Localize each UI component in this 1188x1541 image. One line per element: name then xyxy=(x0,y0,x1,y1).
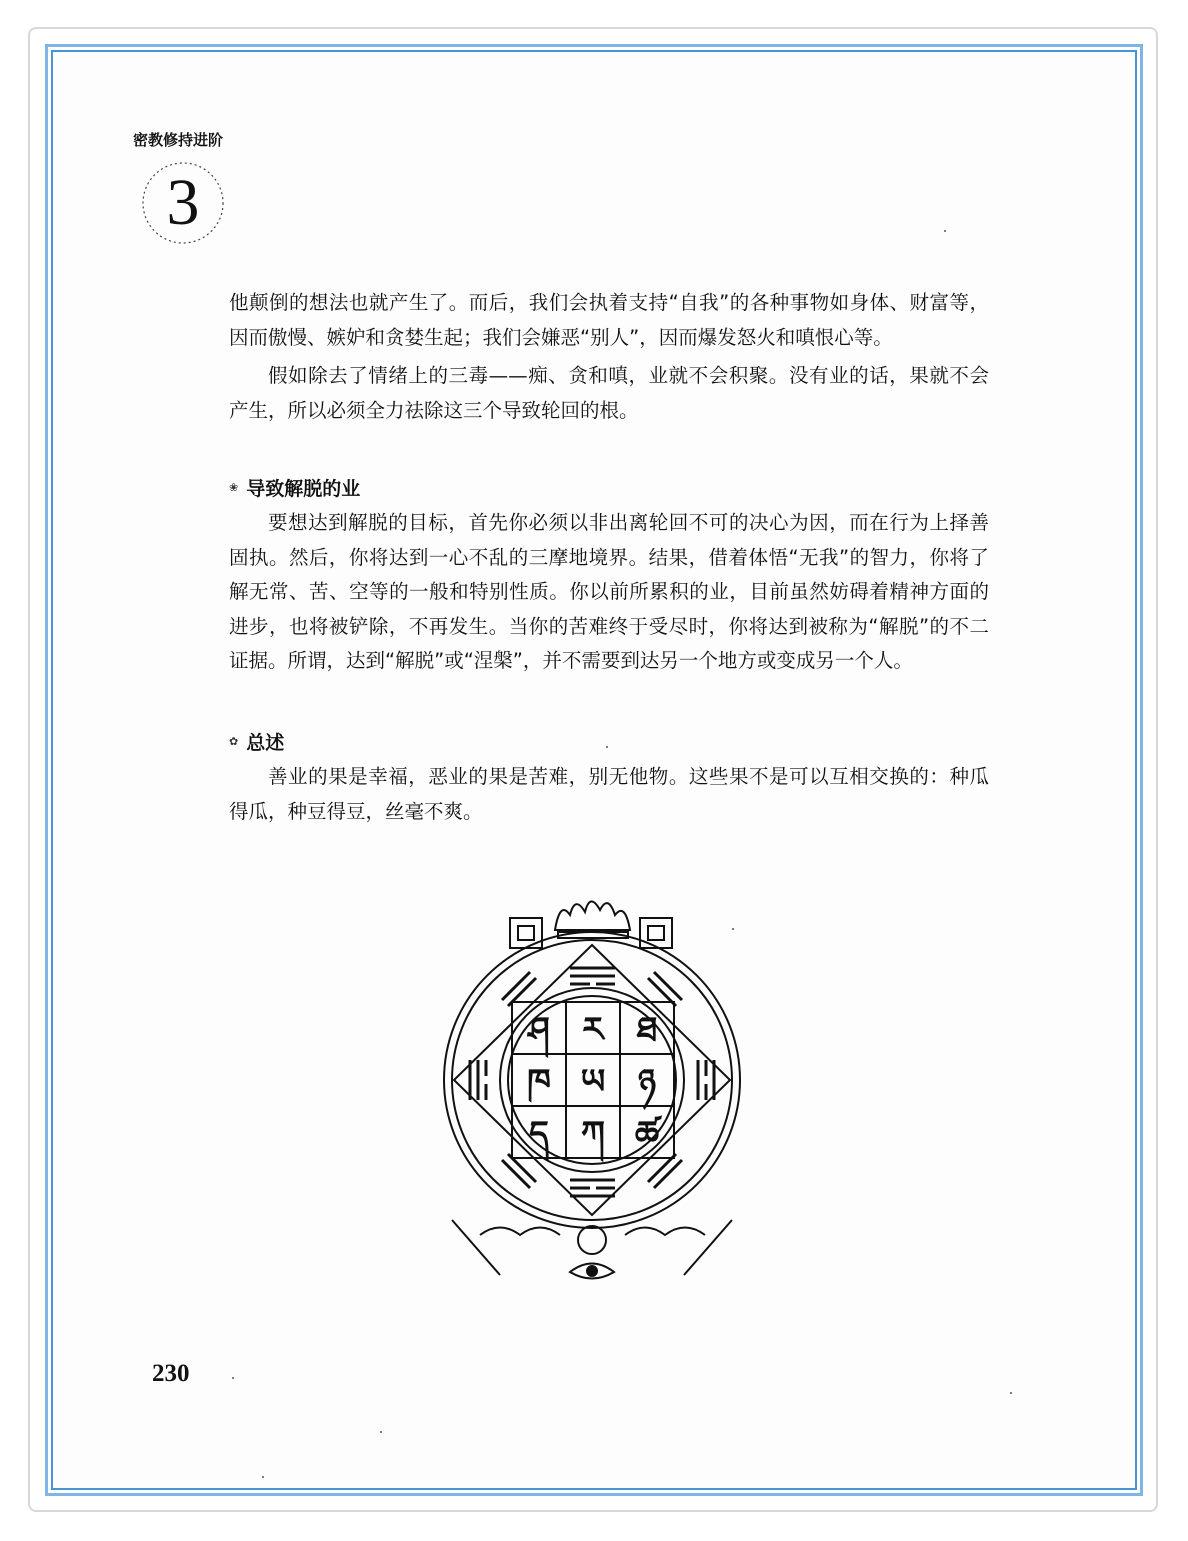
section-heading-text: 导致解脱的业 xyxy=(246,478,361,500)
grid-glyph: ཁ xyxy=(527,1062,551,1102)
grid-glyph: ཡ xyxy=(580,1062,606,1102)
grid-glyph: ཤ xyxy=(528,1010,550,1050)
section-body-summary xyxy=(229,760,989,829)
section-body-liberation xyxy=(229,506,989,679)
paragraph-3: 要想达到解脱的目标，首先你必须以非出离轮回不可的决心为因，而在行为上择善固执。然后，你将达到一心不乱的三摩地境界。结果，借着体悟“无我”的智力，你将了解无常、苦、空等的一般和特别性质。你以前所累积的业，目前虽然妨碍着精神方面的进步，也将被铲除，不再发生。当你的苦难终于受尽时，你将达到被称为“解脱”的不二证据。所谓，达到“解脱”或“涅槃”，并不需要到达另一个地方或变成另一个人。 xyxy=(229,511,989,672)
grid-glyph: ར xyxy=(582,1010,604,1050)
scan-speck xyxy=(262,1476,264,1478)
paragraph-continuation xyxy=(229,286,989,428)
chapter-title: 密教修持进阶 xyxy=(133,131,224,149)
paragraph-1: 他颠倒的想法也就产生了。而后，我们会执着支持“自我”的各种事物如身体、财富等，因而傲慢、嫉妒和贪婪生起；我们会嫌恶“别人”，因而爆发怒火和嗔恨心等。 xyxy=(229,291,989,349)
page-number: 230 xyxy=(152,1360,190,1387)
flower-bullet-icon: ❀ xyxy=(229,481,239,494)
scan-speck xyxy=(380,1431,382,1433)
grid-glyph: ཉ xyxy=(637,1062,657,1102)
mandala-illustration xyxy=(440,890,750,1290)
section-heading-text: 总述 xyxy=(246,732,285,754)
paragraph-2: 假如除去了情绪上的三毒——痴、贪和嗔，业就不会积聚。没有业的话，果就不会产生，所以必须全力祛除这三个导致轮回的根。 xyxy=(229,364,989,422)
scan-speck xyxy=(232,1377,234,1379)
section-heading-liberation xyxy=(229,474,360,501)
section-heading-summary xyxy=(229,728,284,755)
grid-glyph: ཚ xyxy=(634,1114,660,1154)
scan-speck xyxy=(1010,1392,1012,1394)
chapter-number: 3 xyxy=(166,166,200,239)
scan-speck xyxy=(732,928,734,930)
scan-speck xyxy=(944,230,946,232)
grid-glyph: ཐ xyxy=(636,1010,658,1050)
paragraph-4: 善业的果是幸福，恶业的果是苦难，别无他物。这些果不是可以互相交换的：种瓜得瓜，种豆得豆，丝毫不爽。 xyxy=(229,765,989,823)
grid-glyph: ཀ xyxy=(581,1114,605,1154)
scan-speck xyxy=(606,746,608,748)
grid-glyph: ད xyxy=(529,1114,549,1154)
flower-bullet-icon: ✿ xyxy=(229,735,239,748)
